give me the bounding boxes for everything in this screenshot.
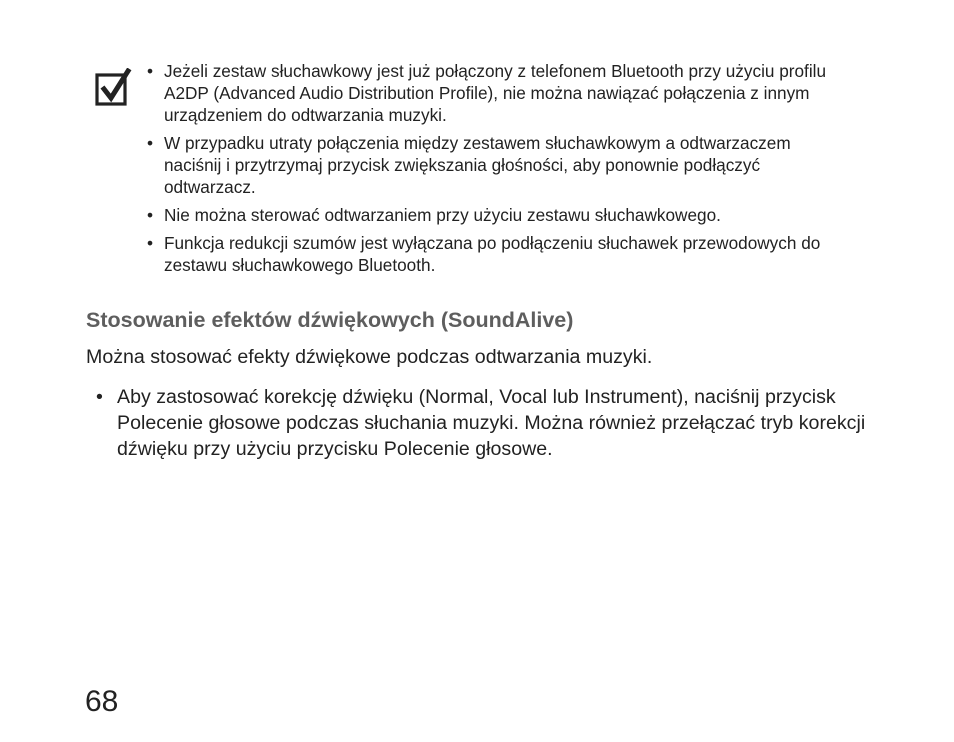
bullet: •	[147, 61, 154, 81]
section-heading: Stosowanie efektów dźwiękowych (SoundAlive)	[86, 308, 574, 332]
note-item-text: Funkcja redukcji szumów jest wyłączana po podłączeniu słuchawek przewodowych do zestawu słuchawkowego Bluetooth.	[164, 233, 821, 275]
note-list	[147, 60, 847, 282]
note-item-text: Nie można sterować odtwarzaniem przy użyciu zestawu słuchawkowego.	[164, 205, 721, 225]
note-item	[147, 204, 847, 226]
note-item-text: Jeżeli zestaw słuchawkowy jest już połączony z telefonem Bluetooth przy użyciu profilu A2DP (Advanced Audio Distribution Profile), nie można nawiązać połączenia z innym urządzeniem do odtwarzania muzyki.	[164, 61, 827, 125]
bullet: •	[96, 386, 103, 408]
body-list	[96, 384, 876, 462]
bullet: •	[147, 205, 154, 225]
section-intro: Można stosować efekty dźwiękowe podczas odtwarzania muzyki.	[86, 346, 653, 368]
bullet: •	[147, 233, 154, 253]
note-item	[147, 232, 847, 276]
bullet: •	[147, 133, 154, 153]
body-list-item	[96, 384, 876, 462]
checkbox-check-icon	[95, 68, 133, 108]
note-item-text: W przypadku utraty połączenia między zestawem słuchawkowym a odtwarzaczem naciśnij i przytrzymaj przycisk zwiększania głośności, aby ponownie podłączyć odtwarzacz.	[164, 133, 791, 197]
body-list-item-text: Aby zastosować korekcję dźwięku (Normal, Vocal lub Instrument), naciśnij przycisk Polecenie głosowe podczas słuchania muzyki. Można również przełączać tryb korekcji dźwięku przy użyciu przycisku Polecenie głosowe.	[117, 386, 866, 460]
note-item	[147, 132, 847, 198]
page-number: 68	[85, 685, 119, 718]
note-item	[147, 60, 847, 126]
